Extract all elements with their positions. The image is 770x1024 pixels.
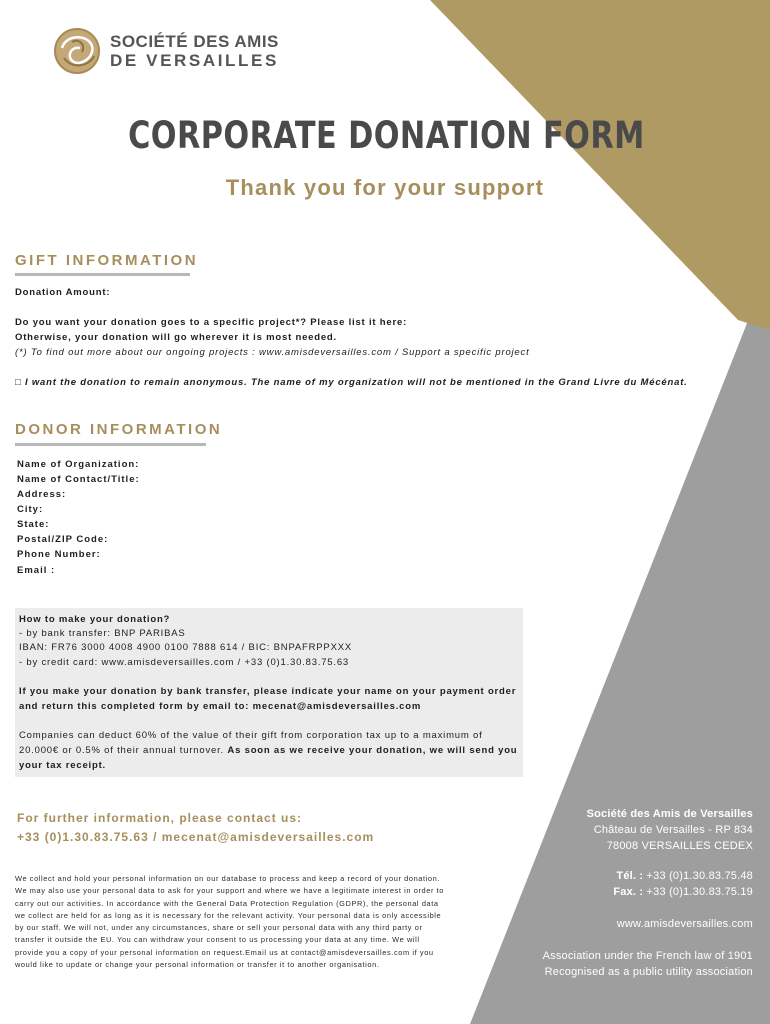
logo-line-2: DE VERSAILLES	[110, 51, 279, 70]
tel-number: +33 (0)1.30.83.75.48	[643, 870, 753, 882]
gift-info-heading: GIFT INFORMATION	[15, 252, 199, 269]
tax-note-1: Companies can deduct 60% of the value of their gift from corporation tax up to a maximum of	[19, 730, 483, 741]
how-to-donate: How to make your donation?	[19, 614, 171, 625]
credit-card-line: - by credit card: www.amisdeversailles.com / +33 (0)1.30.83.75.63	[19, 657, 349, 668]
field-zip[interactable]: Postal/ZIP Code:	[17, 534, 109, 545]
gift-info-rule	[15, 273, 190, 276]
form-title: CORPORATE DONATION FORM	[128, 114, 645, 157]
association-line-2: Recognised as a public utility association	[544, 966, 753, 978]
logo-line-1: SOCIÉTÉ DES AMIS	[110, 32, 279, 51]
address-line-1: Château de Versailles - RP 834	[593, 824, 753, 836]
bank-transfer-line: - by bank transfer: BNP PARIBAS	[19, 628, 186, 639]
donation-amount-label: Donation Amount:	[15, 287, 111, 298]
field-organization[interactable]: Name of Organization:	[17, 459, 140, 470]
otherwise-note: Otherwise, your donation will go wherever it is most needed.	[15, 332, 337, 343]
rose-logo-icon	[52, 26, 102, 76]
gdpr-notice: We collect and hold your personal information on our database to process and keep a record of your donation. We may also use your personal data to ask for your support and where we have a legitimate interest in order to carry out our activities. In accordance with the General Data Protection Regulation (GDPR), the personal data we collect are held for as long as it is necessary for the relevant activity. Your personal data is only accessible by our staff. We will not, under any circumstances, share or sell your personal data with any third party or transfer it outside the EU. You can withdraw your consent to us processing your data at any time. We will provide you a copy of your personal information on request.Email us at contact@amisdeversailles.com if you would like to update or change your personal information or transfer it to another organisation.	[15, 874, 445, 970]
donor-info-heading: DONOR INFORMATION	[15, 421, 223, 438]
anonymous-checkbox[interactable]: □ I want the donation to remain anonymous. The name of my organization will not be mentioned in the Grand Livre du Mécénat.	[15, 377, 688, 388]
fax-label: Fax. :	[613, 886, 644, 898]
address-line-2: 78008 VERSAILLES CEDEX	[606, 840, 753, 852]
tax-note-2	[19, 745, 517, 756]
form-subtitle: Thank you for your support	[225, 175, 545, 200]
fax	[613, 886, 753, 898]
org-name: Société des Amis de Versailles	[586, 808, 753, 820]
gold-triangle	[430, 0, 770, 330]
website-link[interactable]: www.amisdeversailles.com	[616, 918, 753, 930]
logo	[52, 26, 279, 76]
field-email[interactable]: Email :	[17, 565, 56, 576]
field-phone[interactable]: Phone Number:	[17, 549, 101, 560]
field-address[interactable]: Address:	[17, 489, 67, 500]
contact-details: +33 (0)1.30.83.75.63 / mecenat@amisdeversailles.com	[17, 830, 375, 844]
iban-line: IBAN: FR76 3000 4008 4900 0100 7888 614 / BIC: BNPAFRPPXXX	[19, 642, 352, 653]
tax-note-2b: As soon as we receive your donation, we will send you	[227, 745, 518, 756]
fax-number: +33 (0)1.30.83.75.19	[643, 886, 753, 898]
association-line-1: Association under the French law of 1901	[542, 950, 753, 962]
donor-info-rule	[15, 443, 206, 446]
tax-note-3: your tax receipt.	[19, 760, 106, 771]
telephone	[616, 870, 753, 882]
transfer-note-1: If you make your donation by bank transfer, please indicate your name on your payment order	[19, 686, 517, 697]
tax-note-2a: 20.000€ or 0.5% of their annual turnover.	[19, 745, 228, 756]
field-contact[interactable]: Name of Contact/Title:	[17, 474, 140, 485]
project-question: Do you want your donation goes to a specific project*? Please list it here:	[15, 317, 408, 328]
projects-footnote: (*) To find out more about our ongoing projects : www.amisdeversailles.com / Support a specific project	[15, 347, 530, 358]
tel-label: Tél. :	[616, 870, 644, 882]
field-city[interactable]: City:	[17, 504, 44, 515]
contact-heading: For further information, please contact us:	[17, 811, 303, 825]
field-state[interactable]: State:	[17, 519, 50, 530]
transfer-note-2: and return this completed form by email to: mecenat@amisdeversailles.com	[19, 701, 422, 712]
